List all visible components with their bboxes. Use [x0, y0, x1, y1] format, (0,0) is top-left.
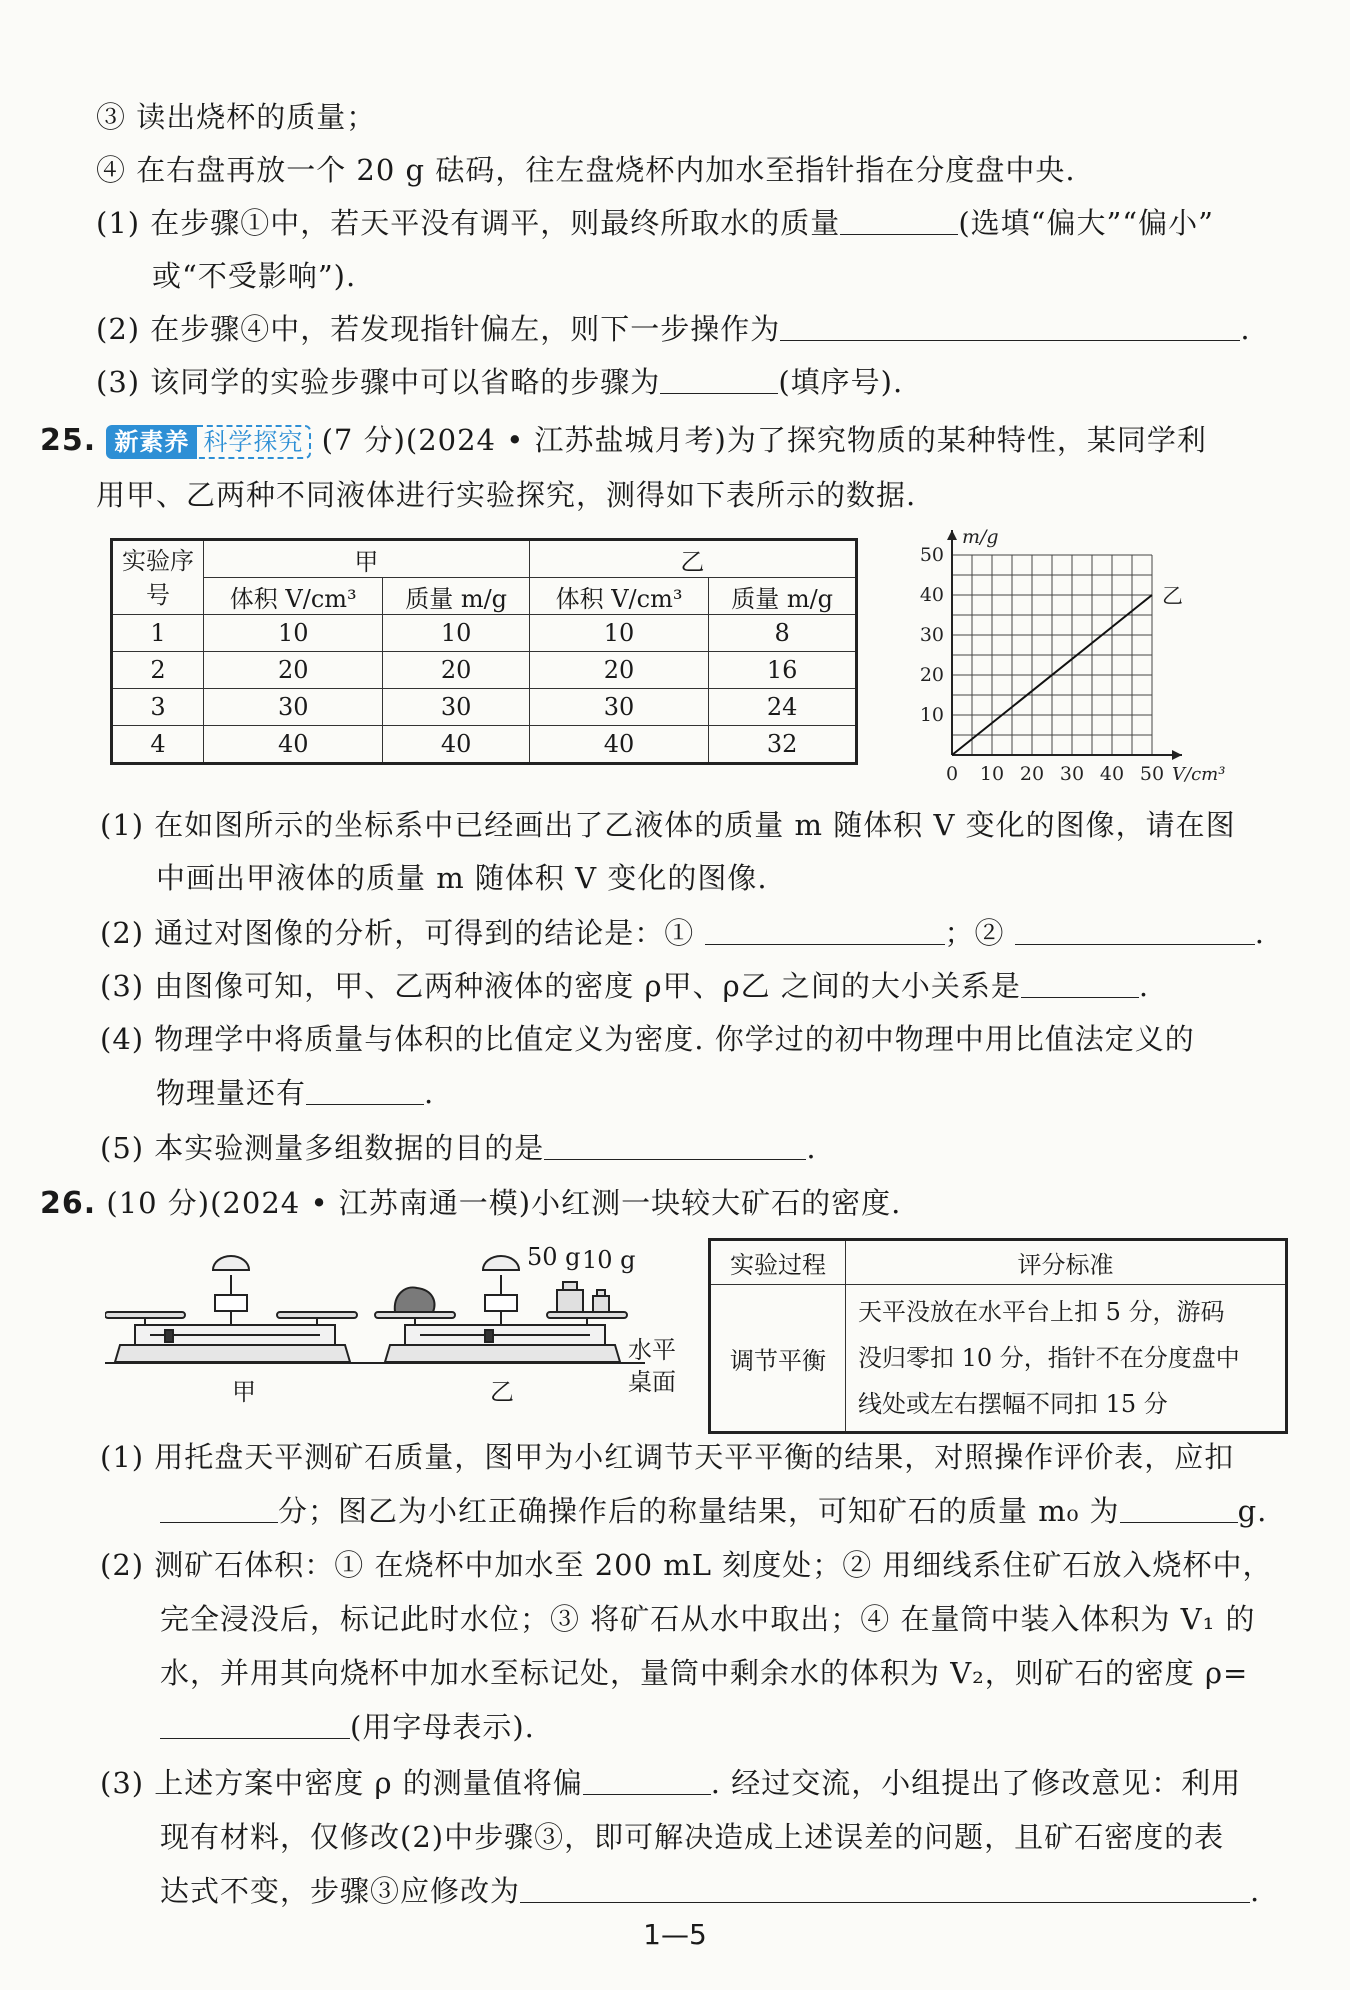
q25-sub2-sep: ；② — [944, 916, 1005, 950]
cell: 16 — [709, 652, 857, 689]
y-tick-label: 30 — [919, 624, 944, 646]
answer-blank[interactable] — [160, 1708, 350, 1739]
desk-label-2: 桌面 — [628, 1368, 676, 1396]
y-tick-label: 20 — [919, 664, 944, 686]
answer-blank[interactable] — [1015, 914, 1255, 945]
answer-blank[interactable] — [160, 1492, 278, 1523]
criteria-line2: 没归零扣 10 分，指针不在分度盘中 — [858, 1344, 1240, 1372]
data-table — [110, 538, 858, 765]
q25-sub3-text: (3) 由图像可知，甲、乙两种液体的密度 ρ甲、ρ乙 之间的大小关系是 — [100, 969, 1021, 1003]
cell: 20 — [204, 652, 383, 689]
answer-blank[interactable] — [1120, 1492, 1238, 1523]
cell: 30 — [529, 689, 708, 726]
q26-sub2-line4 — [160, 1707, 535, 1747]
x-tick-label: 50 — [1139, 763, 1165, 785]
criteria-line3: 线处或左右摆幅不同扣 15 分 — [858, 1390, 1168, 1418]
y-axis-arrow — [947, 530, 957, 540]
period: . — [1138, 969, 1150, 1003]
q26-sub2-line2: 完全浸没后，标记此时水位；③ 将矿石从水中取出；④ 在量筒中装入体积为 V₁ 的 — [160, 1602, 1256, 1636]
question-number: 26. — [40, 1186, 97, 1221]
q25-header — [40, 420, 1207, 461]
q24-sub3-suffix: (填序号). — [778, 365, 904, 399]
table-row — [112, 652, 857, 689]
q24-sub2-line — [96, 309, 1251, 349]
unit: g. — [1237, 1494, 1268, 1528]
header-mass: 质量 m/g — [709, 578, 857, 615]
answer-blank[interactable] — [705, 914, 945, 945]
q26-sub2-suffix: (用字母表示). — [350, 1710, 535, 1744]
step-4-text: ④ 在右盘再放一个 20 g 砝码，往左盘烧杯内加水至指针指在分度盘中央. — [96, 153, 1076, 187]
period: . — [806, 1131, 817, 1165]
balance-jia — [105, 1256, 357, 1362]
q25-sub2-line — [100, 913, 1265, 953]
table-row — [112, 615, 857, 652]
criteria-line1: 天平没放在水平台上扣 5 分，游码 — [858, 1298, 1225, 1326]
q24-sub1-text: (1) 在步骤①中，若天平没有调平，则最终所取水的质量 — [96, 206, 841, 240]
answer-blank[interactable] — [544, 1129, 806, 1160]
q25-intro-line2: 用甲、乙两种不同液体进行实验探究，测得如下表所示的数据. — [96, 478, 917, 512]
label-yi: 乙 — [490, 1378, 514, 1406]
q26-intro: (10 分)(2024 • 江苏南通一模)小红测一块较大矿石的密度. — [106, 1186, 902, 1220]
q25-sub4-text: 物理量还有 — [156, 1076, 307, 1110]
y-axis-label: m/g — [962, 526, 999, 548]
answer-blank[interactable] — [780, 310, 1240, 341]
q25-sub1-line2: 中画出甲液体的质量 m 随体积 V 变化的图像. — [156, 861, 768, 895]
mass-volume-chart — [900, 525, 1250, 795]
q26-sub1-line1: (1) 用托盘天平测矿石质量，图甲为小红调节天平平衡的结果，对照操作评价表，应扣 — [100, 1440, 1235, 1474]
period: . — [424, 1076, 435, 1110]
q26-sub2-line3: 水，并用其向烧杯中加水至标记处，量筒中剩余水的体积为 V₂，则矿石的密度 ρ= — [160, 1656, 1249, 1690]
header-mass: 质量 m/g — [383, 578, 529, 615]
q26-sub3-line1 — [100, 1763, 1241, 1803]
x-axis-label: V/cm³ — [1172, 764, 1226, 785]
q26-sub3-line3 — [160, 1871, 1260, 1911]
header-yi: 乙 — [529, 540, 856, 578]
y-tick-label: 10 — [919, 704, 944, 726]
q25-sub5-line — [100, 1128, 817, 1168]
cell: 30 — [204, 689, 383, 726]
header-volume: 体积 V/cm³ — [529, 578, 708, 615]
answer-blank[interactable] — [306, 1074, 424, 1105]
desk-label-1: 水平 — [628, 1336, 676, 1364]
table-row — [112, 726, 857, 764]
step-3-text: ③ 读出烧杯的质量； — [96, 100, 377, 134]
q26-sub3-line2: 现有材料，仅修改(2)中步骤③，即可解决造成上述误差的问题，且矿石密度的表 — [160, 1820, 1225, 1854]
q24-sub1-line1 — [96, 203, 1214, 243]
question-number: 25. — [40, 423, 97, 458]
x-tick-label: 40 — [1099, 763, 1125, 785]
cell: 2 — [112, 652, 204, 689]
q25-sub2-text: (2) 通过对图像的分析，可得到的结论是：① — [100, 916, 695, 950]
weight-10g: 10 g — [582, 1246, 636, 1274]
q25-sub1-line1: (1) 在如图所示的坐标系中已经画出了乙液体的质量 m 随体积 V 变化的图像，请在图 — [100, 808, 1236, 842]
evaluation-table — [708, 1238, 1288, 1434]
period: . — [1250, 1874, 1261, 1908]
q25-sub5-text: (5) 本实验测量多组数据的目的是 — [100, 1131, 545, 1165]
q24-sub3-text: (3) 该同学的实验步骤中可以省略的步骤为 — [96, 365, 661, 399]
header-jia: 甲 — [204, 540, 530, 578]
answer-blank[interactable] — [520, 1872, 1250, 1903]
cell: 1 — [112, 615, 204, 652]
answer-blank[interactable] — [660, 363, 778, 394]
answer-blank[interactable] — [840, 204, 958, 235]
cell: 10 — [529, 615, 708, 652]
q24-sub1-options: (选填“偏大”“偏小” — [958, 206, 1214, 240]
x-tick-label: 20 — [1019, 763, 1045, 785]
cell-criteria — [846, 1285, 1287, 1433]
cell: 20 — [529, 652, 708, 689]
page-number: 1—5 — [643, 1918, 707, 1951]
cell: 8 — [709, 615, 857, 652]
q25-intro-line1: (7 分)(2024 • 江苏盐城月考)为了探究物质的某种特性，某同学利 — [321, 423, 1207, 457]
label-jia: 甲 — [232, 1378, 256, 1406]
answer-blank[interactable] — [1021, 967, 1139, 998]
cell: 30 — [383, 689, 529, 726]
cell: 40 — [383, 726, 529, 764]
literacy-badge: 新素养 — [106, 425, 197, 459]
inquiry-badge: 科学探究 — [197, 425, 311, 459]
y-tick-label: 50 — [919, 544, 944, 566]
answer-blank[interactable] — [583, 1764, 711, 1795]
cell: 10 — [383, 615, 529, 652]
header-volume: 体积 V/cm³ — [204, 578, 383, 615]
q26-sub3-text3: 达式不变，步骤③应修改为 — [160, 1874, 521, 1908]
y-tick-label: 40 — [919, 584, 944, 606]
header-criteria: 评分标准 — [846, 1240, 1287, 1285]
header-process: 实验过程 — [710, 1240, 846, 1285]
x-tick-label: 10 — [979, 763, 1005, 785]
q26-header — [40, 1183, 901, 1224]
cell: 4 — [112, 726, 204, 764]
cell-adjust-balance: 调节平衡 — [710, 1285, 846, 1433]
q26-sub2-line1: (2) 测矿石体积：① 在烧杯中加水至 200 mL 刻度处；② 用细线系住矿石放入烧杯中， — [100, 1548, 1273, 1582]
q25-sub4-line2 — [156, 1073, 434, 1113]
q24-sub3-line — [96, 362, 903, 402]
cell: 10 — [204, 615, 383, 652]
q24-sub2-text: (2) 在步骤④中，若发现指针偏左，则下一步操作为 — [96, 312, 781, 346]
cell: 40 — [204, 726, 383, 764]
q25-sub3-line — [100, 966, 1149, 1006]
q26-sub1-text: 分；图乙为小红正确操作后的称量结果，可知矿石的质量 m₀ 为 — [278, 1494, 1120, 1528]
q26-sub3-text: (3) 上述方案中密度 ρ 的测量值将偏 — [100, 1766, 583, 1800]
q26-sub1-line2 — [160, 1491, 1267, 1531]
cell: 3 — [112, 689, 204, 726]
x-tick-label: 30 — [1059, 763, 1085, 785]
cell: 32 — [709, 726, 857, 764]
weight-50g: 50 g — [527, 1243, 581, 1271]
cell: 24 — [709, 689, 857, 726]
cell: 40 — [529, 726, 708, 764]
period: . — [1240, 312, 1251, 346]
series-label: 乙 — [1162, 584, 1183, 608]
q25-sub4-line1: (4) 物理学中将质量与体积的比值定义为密度. 你学过的初中物理中用比值法定义的 — [100, 1022, 1195, 1056]
x-axis-arrow — [1172, 750, 1182, 760]
q24-sub1-line2: 或“不受影响”). — [152, 259, 357, 293]
header-seq: 实验序号 — [112, 540, 204, 615]
x-tick-label: 0 — [945, 763, 959, 785]
table-row — [112, 689, 857, 726]
cell: 20 — [383, 652, 529, 689]
q26-sub3-text2: . 经过交流，小组提出了修改意见：利用 — [710, 1766, 1242, 1800]
period: . — [1254, 916, 1265, 950]
